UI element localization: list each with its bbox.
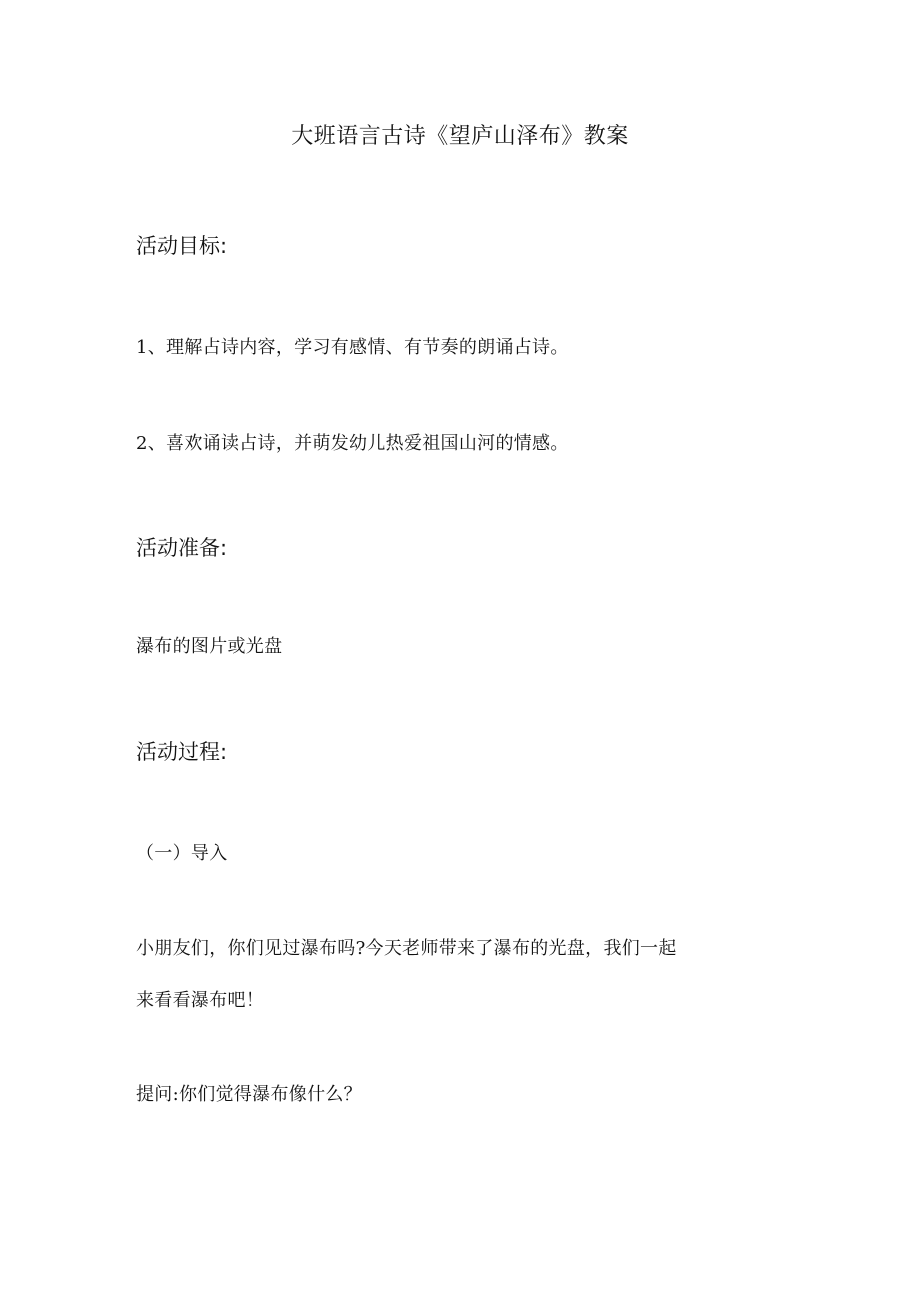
step-1-heading: （一）导入: [136, 843, 228, 864]
goals-heading: 活动目标:: [136, 234, 228, 258]
process-heading: 活动过程:: [136, 740, 228, 764]
goal-item-2: 2、喜欢诵读占诗，并萌发幼儿热爱祖国山河的情感。: [136, 433, 569, 454]
step-1-question: 提问:你们觉得瀑布像什么？: [136, 1084, 362, 1105]
page-title: 大班语言古诗《望庐山泽布》教案: [291, 124, 629, 149]
goal-item-1: 1、理解占诗内容，学习有感情、有节奏的朗诵占诗。: [136, 337, 569, 358]
prep-text: 瀑布的图片或光盘: [136, 636, 283, 657]
step-1-paragraph-line-1: 小朋友们，你们见过瀑布吗?今天老师带来了瀑布的光盘，我们一起: [136, 938, 677, 959]
prep-heading: 活动准备:: [136, 536, 228, 560]
step-1-paragraph-line-2: 来看看瀑布吧！: [136, 990, 265, 1011]
